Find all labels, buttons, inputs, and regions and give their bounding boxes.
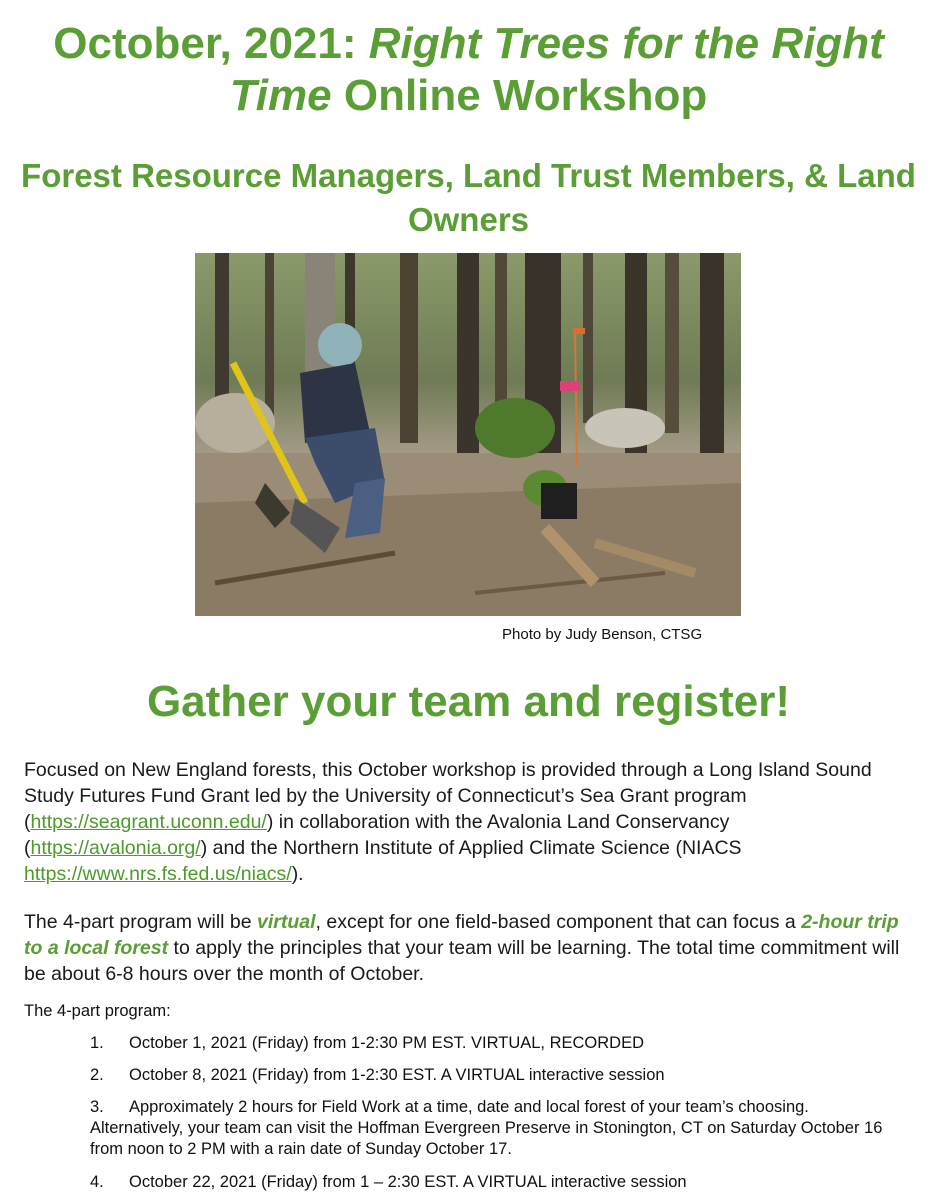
program-paragraph: [24, 909, 904, 987]
register-heading: Gather your team and register!: [146, 677, 791, 726]
list-item-number: 4.: [90, 1173, 104, 1191]
title-italic: Right Trees for the Right Time: [229, 19, 884, 120]
title-part1: October, 2021:: [53, 19, 369, 68]
list-item: [90, 1097, 890, 1160]
list-item: [90, 1172, 890, 1193]
list-item-text: October 8, 2021 (Friday) from 1-2:30 EST. A VIRTUAL interactive session: [129, 1066, 665, 1084]
virtual-emphasis: virtual: [257, 911, 316, 933]
intro-text-2: ) in collaboration with the Avalonia Land Conservancy (: [24, 811, 730, 859]
program-text-2: , except for one field-based component that can focus a: [315, 911, 802, 933]
list-item: [90, 1033, 890, 1054]
intro-text-3: ) and the Northern Institute of Applied Climate Science (NIACS: [200, 837, 742, 859]
list-item-number: 3.: [90, 1098, 104, 1116]
photo-caption: Photo by Judy Benson, CTSG: [502, 626, 703, 643]
field-trip-emphasis: 2-hour trip to a local forest: [24, 911, 899, 959]
niacs-link[interactable]: https://www.nrs.fs.fed.us/niacs/: [24, 863, 292, 885]
list-item-text: October 1, 2021 (Friday) from 1-2:30 PM EST. VIRTUAL, RECORDED: [129, 1034, 645, 1052]
list-item-text: Approximately 2 hours for Field Work at a time, date and local forest of your team’s choosing. Alternatively, your team can visit the Hoffman Evergreen Preserve in Stonington, CT on Saturday October 16 from noon to 2 PM with a rain date of Sunday October 17.: [90, 1098, 883, 1158]
workshop-photo: [195, 253, 741, 616]
forest-planting-image: [195, 253, 741, 616]
title-part2: Online Workshop: [331, 71, 708, 120]
list-item-text: October 22, 2021 (Friday) from 1 – 2:30 EST. A VIRTUAL interactive session: [129, 1173, 687, 1191]
list-item-number: 2.: [90, 1066, 104, 1084]
intro-text-1: Focused on New England forests, this October workshop is provided through a Long Island Sound Study Futures Fund Grant led by the University of Connecticut’s Sea Grant program (: [24, 759, 872, 833]
program-list-heading: The 4-part program:: [24, 1002, 171, 1020]
page-title: [0, 18, 937, 122]
intro-paragraph: [24, 757, 904, 887]
audience-subtitle: Forest Resource Managers, Land Trust Members, & Land Owners: [21, 157, 916, 238]
list-item: [90, 1065, 890, 1086]
program-text-3: to apply the principles that your team will be learning. The total time commitment will be about 6-8 hours over the month of October.: [24, 937, 900, 985]
seagrant-link[interactable]: https://seagrant.uconn.edu/: [30, 811, 267, 833]
program-text-1: The 4-part program will be: [24, 911, 258, 933]
list-item-number: 1.: [90, 1034, 104, 1052]
avalonia-link[interactable]: https://avalonia.org/: [30, 837, 201, 859]
intro-text-4: ).: [291, 863, 304, 885]
